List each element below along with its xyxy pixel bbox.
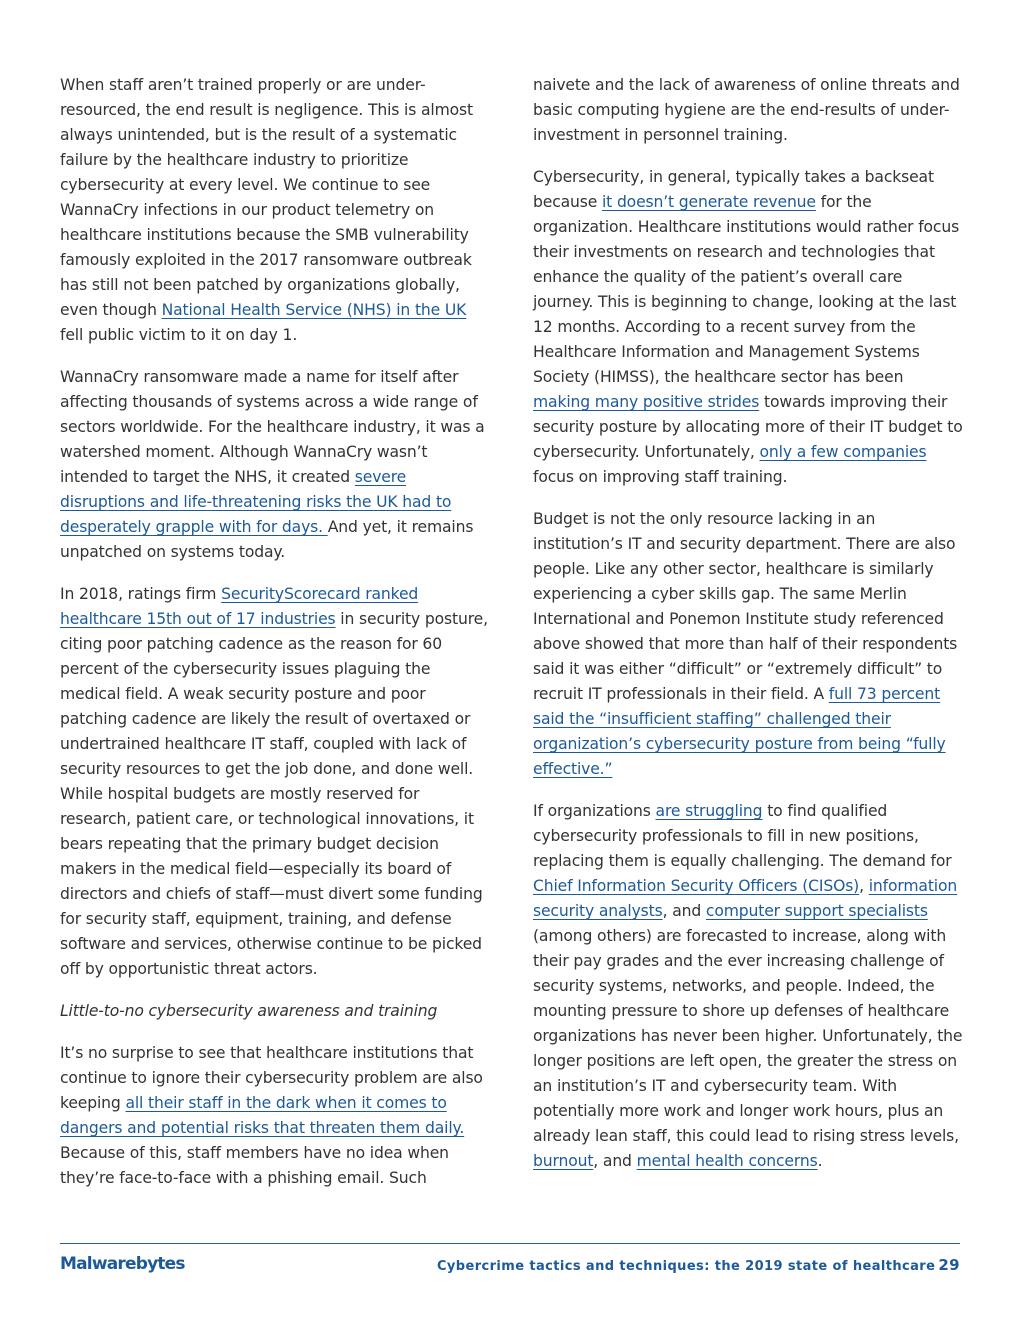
link-mental-health-concerns[interactable]: mental health concerns [636,1152,818,1170]
paragraph-awareness: It’s no surprise to see that healthcare institutions that continue to ignore their cybersecurity problem are also keeping all their staff in the dark when it comes to dangers and potential risks that threaten them daily. Because of this, staff members have no idea when they’re face-to-face with a phishing email. Such [60,1044,483,1187]
link-positive-strides[interactable]: making many positive strides [533,393,760,411]
section-subheading: Little-to-no cybersecurity awareness and training [60,1002,438,1020]
link-only-a-few-companies[interactable]: only a few companies [759,443,927,461]
link-73-percent[interactable]: full 73 percent said the “insufficient staffing” challenged their organization’s cybersecurity posture from being “fully effective.” [533,685,946,778]
link-computer-support-specialists[interactable]: computer support specialists [705,902,928,920]
link-staff-in-the-dark[interactable]: all their staff in the dark when it comes to dangers and potential risks that threaten them daily. [60,1094,465,1137]
right-column [533,73,965,1191]
paragraph-wannacry: WannaCry ransomware made a name for itself after affecting thousands of systems across a wide range of sectors worldwide. For the healthcare industry, it was a watershed moment. Although WannaCry wasn’t intended to target the NHS, it created severe disruptions and life-threatening risks the UK had to desperately grapple with for days. And yet, it remains unpatched on systems today. [60,368,485,561]
link-nhs-uk[interactable]: National Health Service (NHS) in the UK [161,301,467,319]
paragraph-struggling: If organizations are struggling to find qualified cybersecurity professionals to fill in new positions, replacing them is equally challenging. The demand for Chief Information Security Officers (CISOs), information security analysts, and computer support specialists (among others) are forecasted to increase, along with their pay grades and the ever increasing challenge of security systems, networks, and people. Indeed, the mounting pressure to shore up defenses of healthcare organizations has never been higher. Unfortunately, the longer positions are left open, the greater the stress on an institution’s IT and cybersecurity team. With potentially more work and longer work hours, plus an already lean staff, this could lead to rising stress levels, burnout, and mental health concerns. [533,802,963,1170]
footer-divider [60,1243,960,1244]
left-column [60,73,492,1208]
link-burnout[interactable]: burnout [533,1152,594,1170]
malwarebytes-logo: Malwarebytes [60,1254,185,1274]
paragraph-naivete: naivete and the lack of awareness of online threats and basic computing hygiene are the end-results of under-investment in personnel training. [533,76,960,144]
link-securityscorecard-ranking[interactable]: SecurityScorecard ranked healthcare 15th out of 17 industries [60,585,419,628]
paragraph-skills-gap: Budget is not the only resource lacking in an institution’s IT and security department. There are also people. Like any other sector, healthcare is similarly experiencing a cyber skills gap. The same Merlin International and Ponemon Institute study referenced above showed that more than half of their respondents said it was either “difficult” or “extremely difficult” to recruit IT professionals in their field. A full 73 percent said the “insufficient staffing” challenged their organization’s cybersecurity posture from being “fully effective.” [533,510,958,778]
link-cisos[interactable]: Chief Information Security Officers (CISOs) [533,877,860,895]
link-severe-disruptions[interactable]: severe disruptions and life-threatening risks the UK had to desperately grapple with for days. [60,468,452,536]
paragraph-securityscorecard: In 2018, ratings firm SecurityScorecard ranked healthcare 15th out of 17 industries in security posture, citing poor patching cadence as the reason for 60 percent of the cybersecurity issues plaguing the medical field. A weak security posture and poor patching cadence are likely the result of overtaxed or undertrained healthcare IT staff, coupled with lack of security resources to get the job done, and done well. While hospital budgets are mostly reserved for research, patient care, or technological innovations, it bears repeating that the primary budget decision makers in the medical field—especially its board of directors and chiefs of staff—must divert some funding for security staff, equipment, training, and defense software and services, otherwise continue to be picked off by opportunistic threat actors. [60,585,488,978]
link-are-struggling[interactable]: are struggling [655,802,763,820]
paragraph-negligence: When staff aren’t trained properly or are under-resourced, the end result is negligence. This is almost always unintended, but is the result of a systematic failure by the healthcare industry to prioritize cybersecurity at every level. We continue to see WannaCry infections in our product telemetry on healthcare institutions because the SMB vulnerability famously exploited in the 2017 ransomware outbreak has still not been patched by organizations globally, even though National Health Service (NHS) in the UK fell public victim to it on day 1. [60,76,473,344]
footer-title: Cybercrime tactics and techniques: the 2019 state of healthcare 29 [436,1256,960,1274]
link-no-revenue[interactable]: it doesn’t generate revenue [601,193,816,211]
page-number: 29 [938,1256,960,1274]
paragraph-backseat: Cybersecurity, in general, typically takes a backseat because it doesn’t generate revenue for the organization. Healthcare institutions would rather focus their investments on research and technologies that enhance the quality of the patient’s overall care journey. This is beginning to change, looking at the last 12 months. According to a recent survey from the Healthcare Information and Management Systems Society (HIMSS), the healthcare sector has been making many positive strides towards improving their security posture by allocating more of their IT budget to cybersecurity. Unfortunately, only a few companies focus on improving staff training. [533,168,963,486]
link-infosec-analysts[interactable]: information security analysts [533,877,958,920]
